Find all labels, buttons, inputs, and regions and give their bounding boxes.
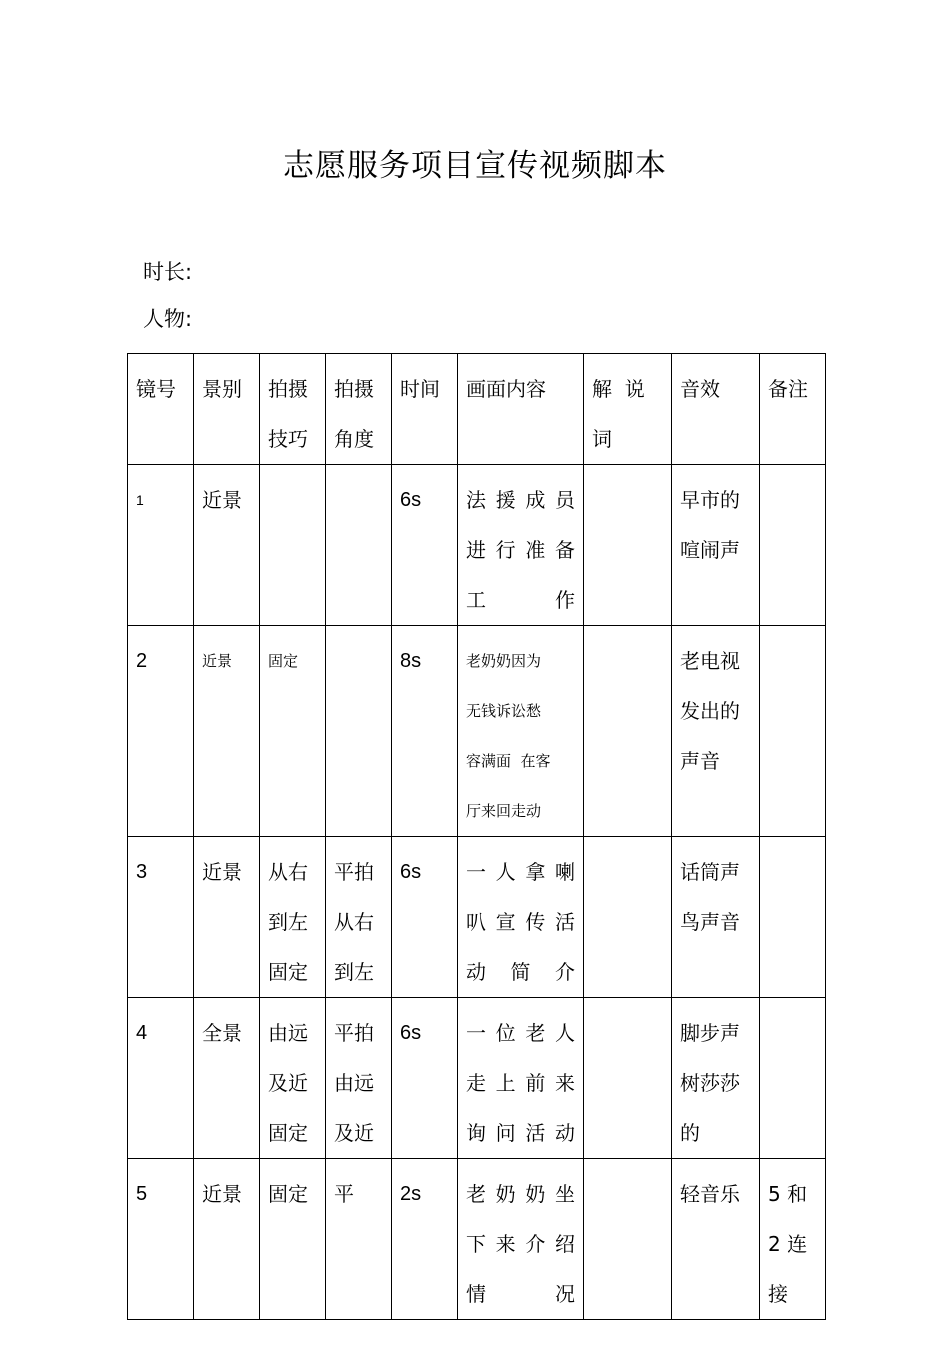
- table-cell: 8s: [392, 626, 458, 837]
- table-cell: [326, 465, 392, 626]
- table-cell: 轻音乐: [672, 1159, 760, 1320]
- table-cell: 一位老人 走上前来 询问活动: [458, 998, 584, 1159]
- table-cell: 平: [326, 1159, 392, 1320]
- header-cell-technique: 拍摄 技巧: [260, 354, 326, 465]
- table-cell: [584, 626, 672, 837]
- table-row: [128, 626, 826, 837]
- table-cell: 1: [128, 465, 194, 626]
- table-row: [128, 1159, 826, 1320]
- table-cell: 平拍 由远 及近: [326, 998, 392, 1159]
- people-label: 人物:: [143, 307, 193, 331]
- header-cell-notes: 备注: [760, 354, 826, 465]
- table-cell: [584, 998, 672, 1159]
- table-cell: 4: [128, 998, 194, 1159]
- table-row: [128, 465, 826, 626]
- table-cell: 2s: [392, 1159, 458, 1320]
- table-cell: 脚步声 树莎莎 的: [672, 998, 760, 1159]
- table-cell: [760, 998, 826, 1159]
- table-cell: [760, 465, 826, 626]
- header-cell-narration: 解 说 词: [584, 354, 672, 465]
- table-cell: [326, 626, 392, 837]
- table-header-row: [128, 354, 826, 465]
- table-cell: 6s: [392, 837, 458, 998]
- table-cell: 全景: [194, 998, 260, 1159]
- table-cell: 由远 及近 固定: [260, 998, 326, 1159]
- table-cell: 一人拿喇 叭宣传活 动简介: [458, 837, 584, 998]
- header-cell-shot-number: 镜号: [128, 354, 194, 465]
- table-cell: [760, 626, 826, 837]
- table-cell: 老电视 发出的 声音: [672, 626, 760, 837]
- table-cell: 近景: [194, 626, 260, 837]
- script-table: [127, 353, 826, 1320]
- table-cell: 2: [128, 626, 194, 837]
- table-cell: [584, 465, 672, 626]
- table-cell: 6s: [392, 465, 458, 626]
- table-cell: 固定: [260, 626, 326, 837]
- table-cell: 近景: [194, 837, 260, 998]
- table-cell: 3: [128, 837, 194, 998]
- header-cell-content: 画面内容: [458, 354, 584, 465]
- table-cell: 早市的 喧闹声: [672, 465, 760, 626]
- table-cell: 老奶奶坐 下来介绍 情况: [458, 1159, 584, 1320]
- table-cell: 5 和 2 连 接: [760, 1159, 826, 1320]
- table-cell: 固定: [260, 1159, 326, 1320]
- table-cell: 5: [128, 1159, 194, 1320]
- header-cell-sound: 音效: [672, 354, 760, 465]
- header-cell-time: 时间: [392, 354, 458, 465]
- header-cell-shot-size: 景别: [194, 354, 260, 465]
- table-cell: 从右 到左 固定: [260, 837, 326, 998]
- table-cell: 法援成员 进行准备 工作: [458, 465, 584, 626]
- duration-label: 时长:: [143, 260, 193, 284]
- table-row: [128, 998, 826, 1159]
- table-cell: 近景: [194, 1159, 260, 1320]
- table-cell: [584, 837, 672, 998]
- table-cell: 老奶奶因为 无钱诉讼愁 容满面 在客 厅来回走动: [458, 626, 584, 837]
- page-title: 志愿服务项目宣传视频脚本: [283, 148, 667, 184]
- table-cell: 6s: [392, 998, 458, 1159]
- table-cell: 话筒声 鸟声音: [672, 837, 760, 998]
- table-cell: [760, 837, 826, 998]
- table-cell: 近景: [194, 465, 260, 626]
- table-cell: [584, 1159, 672, 1320]
- table-cell: [260, 465, 326, 626]
- table-row: [128, 837, 826, 998]
- header-cell-angle: 拍摄 角度: [326, 354, 392, 465]
- table-cell: 平拍 从右 到左: [326, 837, 392, 998]
